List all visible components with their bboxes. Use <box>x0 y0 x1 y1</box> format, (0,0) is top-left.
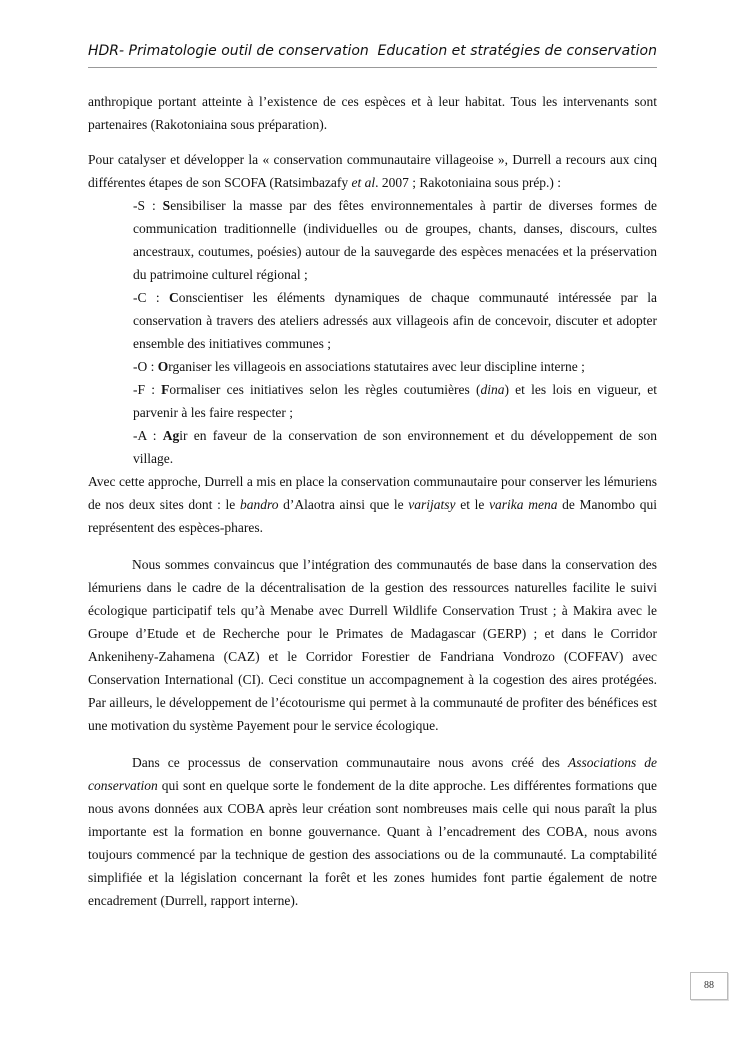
p3-text-d: de Manombo qui représentent des espèces-phares. <box>88 497 657 535</box>
step-prefix: -F : <box>133 382 162 397</box>
p3-italic-bandro: bandro <box>239 497 279 512</box>
step-prefix: -O : <box>133 359 158 374</box>
step-italic-dina: dina <box>480 382 505 397</box>
scofa-steps-list <box>133 194 657 470</box>
step-initial: Ag <box>162 428 180 443</box>
step-prefix: -S : <box>133 198 163 213</box>
step-initial: S <box>162 198 171 213</box>
paragraph-3 <box>88 470 657 539</box>
p3-text-c: et le <box>455 497 490 512</box>
header-rule <box>88 67 657 68</box>
scofa-step-c <box>133 286 657 355</box>
p2-text-b: . 2007 ; Rakotoniaina sous prép.) : <box>375 175 562 190</box>
scofa-step-s <box>133 194 657 286</box>
scofa-step-o <box>133 355 657 378</box>
p3-text-a: Avec cette approche, Durrell a mis en place la conservation communautaire pour conserver les lémuriens de nos deux sites dont : le <box>88 474 657 512</box>
scofa-step-f <box>133 378 657 424</box>
p5-italic-associations: Associations de conservation <box>88 755 658 793</box>
paragraph-1: anthropique portant atteinte à l’existence de ces espèces et à leur habitat. Tous les intervenants sont partenaires (Rakotoniaina sous préparation). <box>88 94 657 132</box>
step-text: ensibiliser la masse par des fêtes environnementales à partir de diverses formes de communication traditionnelle (individuelles ou de groupes, chants, danses, discours, cultes ancestraux, coutumes, poésies) autour de la sauvegarde des espèces menacées et la préservation du patrimoine culturel régional ; <box>133 198 657 282</box>
p2-italic-etal: et al <box>351 175 376 190</box>
paragraph-2 <box>88 148 657 194</box>
step-text: onscientiser les éléments dynamiques de chaque communauté intéressée par la conservation à travers des ateliers adressés aux villageois afin de concevoir, discuter et adopter ensemble des initiatives communes ; <box>133 290 657 351</box>
p3-text-b: d’Alaotra ainsi que le <box>278 497 409 512</box>
running-header <box>88 43 657 65</box>
page-number: 88 <box>690 972 728 1000</box>
header-left-title: HDR- Primatologie outil de conservation <box>88 43 369 59</box>
p3-italic-varijatsy: varijatsy <box>408 497 456 512</box>
step-prefix: -C : <box>133 290 170 305</box>
body-text <box>88 90 657 912</box>
p5-text-a: Dans ce processus de conservation communautaire nous avons créé des <box>132 755 568 770</box>
step-initial: O <box>157 359 169 374</box>
paragraph-5 <box>88 751 657 912</box>
step-text: rganiser les villageois en associations statutaires avec leur discipline interne ; <box>168 359 585 374</box>
step-text-b: ) et les lois en vigueur, et parvenir à les faire respecter ; <box>133 382 657 420</box>
p3-italic-varika-mena: varika mena <box>489 497 558 512</box>
step-initial: F <box>161 382 170 397</box>
scofa-step-a <box>133 424 657 470</box>
step-text: ir en faveur de la conservation de son environnement et du développement de son village. <box>133 428 657 466</box>
step-prefix: -A : <box>133 428 163 443</box>
header-right-title: Education et stratégies de conservation <box>377 43 657 59</box>
step-initial: C <box>169 290 179 305</box>
p2-text-a: Pour catalyser et développer la « conservation communautaire villageoise », Durrell a recours aux cinq différentes étapes de son SCOFA (Ratsimbazafy <box>88 152 657 190</box>
step-text-a: ormaliser ces initiatives selon les règles coutumières ( <box>169 382 481 397</box>
p5-text-b: qui sont en quelque sorte le fondement de la dite approche. Les différentes formations que nous avons données aux COBA après leur création sont nombreuses mais celle qui nous paraît la plus importante est la formation en bonne gouvernance. Quant à l’encadrement des COBA, nous avons toujours commencé par la technique de gestion des associations ou de la communauté. La comptabilité simplifiée et la législation concernant la forêt et les zones humides font partie également de notre encadrement (Durrell, rapport interne). <box>88 778 657 908</box>
paragraph-4: Nous sommes convaincus que l’intégration des communautés de base dans la conservation des lémuriens dans le cadre de la décentralisation de la gestion des ressources naturelles facilite le suivi écologique participatif tels qu’à Menabe avec Durrell Wildlife Conservation Trust ; à Makira avec le Groupe d’Etude et de Recherche pour le Primates de Madagascar (GERP) ; et dans le Corridor Ankeniheny-Zahamena (CAZ) et le Corridor Forestier de Fandriana Vondrozo (COFFAV) avec Conservation International (CI). Ceci constitue un accompagnement à la cogestion des aires protégées. Par ailleurs, le développement de l’écotourisme qui permet à la communauté de profiter des bénéfices est une motivation du système Payement pour le service écologique. <box>88 557 657 733</box>
